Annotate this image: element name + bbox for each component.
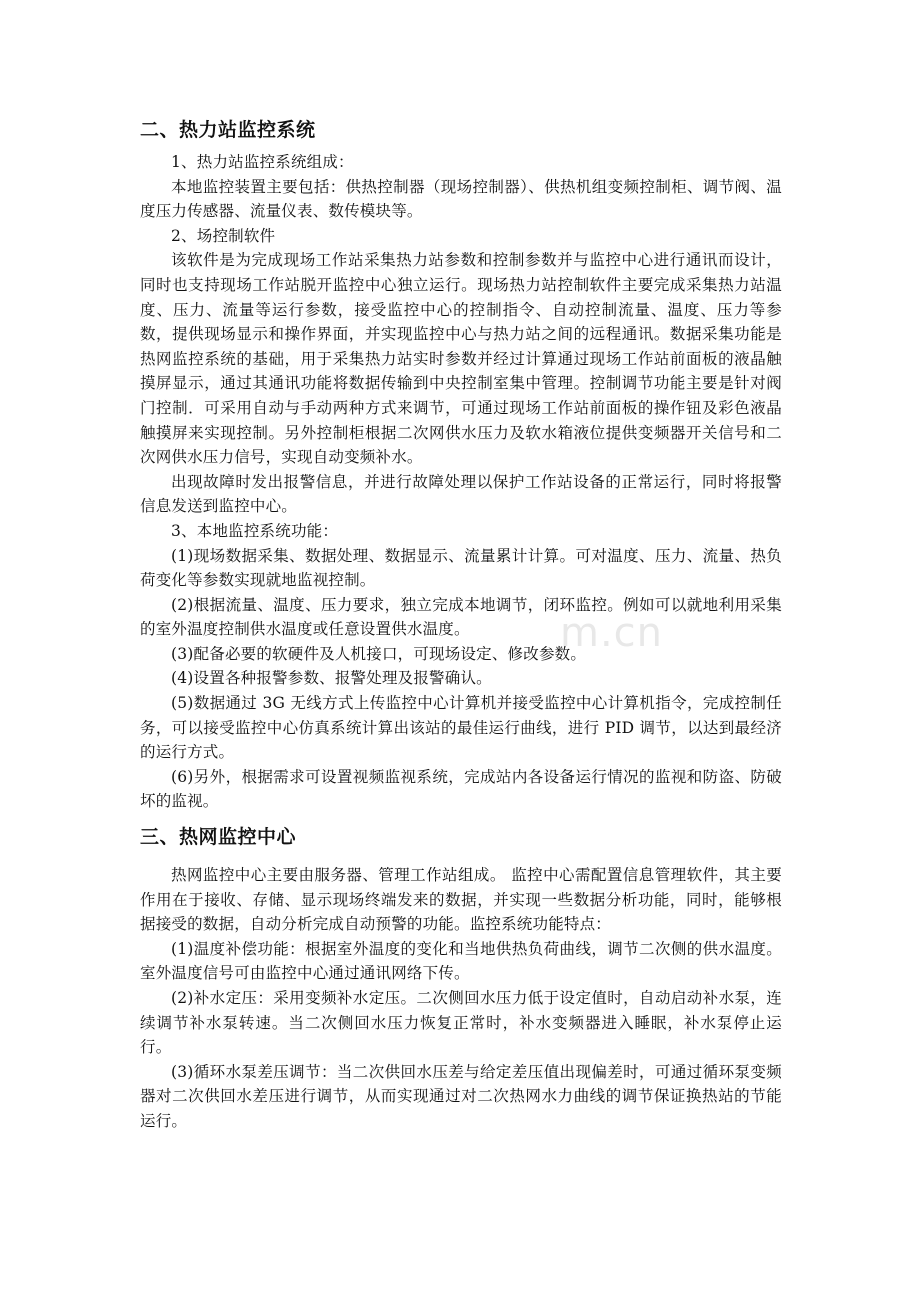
list-item: (1)现场数据采集、数据处理、数据显示、流量累计计算。可对温度、压力、流量、热负荷变化等参数实现就地监视控制。 (140, 546, 782, 590)
section-title-heat-station: 二、热力站监控系统 (140, 119, 316, 141)
list-item: (2)根据流量、温度、压力要求，独立完成本地调节，闭环监控。例如可以就地利用采集的室外温度控制供水温度或任意设置供水温度。 (140, 595, 782, 639)
section-body-monitoring-center (140, 863, 782, 1134)
paragraph: 该软件是为完成现场工作站采集热力站参数和控制参数并与监控中心进行通讯而设计，同时也支持现场工作站脱开监控中心独立运行。现场热力站控制软件主要完成采集热力站温度、压力、流量等运行参数，接受监控中心的控制指令、自动控制流量、温度、压力等参数，提供现场显示和操作界面，并实现监控中心与热力站之间的远程通讯。数据采集功能是热网监控系统的基础，用于采集热力站实时参数并经过计算通过现场工作站前面板的液晶触摸屏显示，通过其通讯功能将数据传输到中央控制室集中管理。控制调节功能主要是针对阀门控制．可采用自动与手动两种方式来调节，可通过现场工作站前面板的操作钮及彩色液晶触摸屏来实现控制。另外控制柜根据二次网供水压力及软水箱液位提供变频器开关信号和二次网供水压力信号，实现自动变频补水。 (140, 251, 782, 467)
paragraph: 热网监控中心主要由服务器、管理工作站组成。 监控中心需配置信息管理软件，其主要作用在于接收、存储、显示现场终端发来的数据，并实现一些数据分析功能，同时，能够根据接受的数据，自动分析完成自动预警的功能。监控系统功能特点： (140, 866, 782, 934)
section-title-monitoring-center: 三、热网监控中心 (140, 826, 297, 849)
list-item: (2)补水定压：采用变频补水定压。二次侧回水压力低于设定值时，自动启动补水泵，连续调节补水泵转速。当二次侧回水压力恢复正常时，补水变频器进入睡眠，补水泵停止运行。 (140, 989, 782, 1057)
paragraph: 1、热力站监控系统组成： (171, 153, 354, 171)
document-page (140, 110, 782, 1134)
list-item: (4)设置各种报警参数、报警处理及报警确认。 (171, 669, 492, 688)
list-item: (6)另外，根据需求可设置视频监视系统，完成站内各设备运行情况的监视和防盗、防破坏的监视。 (140, 767, 782, 811)
list-item: (3)配备必要的软硬件及人机接口，可现场设定、修改参数。 (171, 644, 587, 663)
paragraph: 2、场控制软件 (171, 226, 276, 245)
list-item: (5)数据通过 3G 无线方式上传监控中心计算机并接受监控中心计算机指令，完成控制任务，可以接受监控中心仿真系统计算出该站的最佳运行曲线，进行 PID 调节，以达到最经济的运行方式。 (140, 694, 782, 762)
paragraph: 本地监控装置主要包括：供热控制器（现场控制器）、供热机组变频控制柜、调节阀、温度压力传感器、流量仪表、数传模块等。 (140, 177, 782, 221)
paragraph: 3、本地监控系统功能： (171, 521, 339, 540)
section-body-heat-station (140, 150, 782, 814)
list-item: (3)循环水泵差压调节：当二次供回水压差与给定差压值出现偏差时，可通过循环泵变频器对二次供回水差压进行调节，从而实现通过对二次热网水力曲线的调节保证换热站的节能运行。 (140, 1062, 782, 1130)
list-item: (1)温度补偿功能：根据室外温度的变化和当地供热负荷曲线，调节二次侧的供水温度。室外温度信号可由监控中心通过通讯网络下传。 (140, 939, 782, 983)
paragraph: 出现故障时发出报警信息，并进行故障处理以保护工作站设备的正常运行，同时将报警信息发送到监控中心。 (140, 472, 782, 516)
watermark: m.cn (560, 610, 664, 656)
